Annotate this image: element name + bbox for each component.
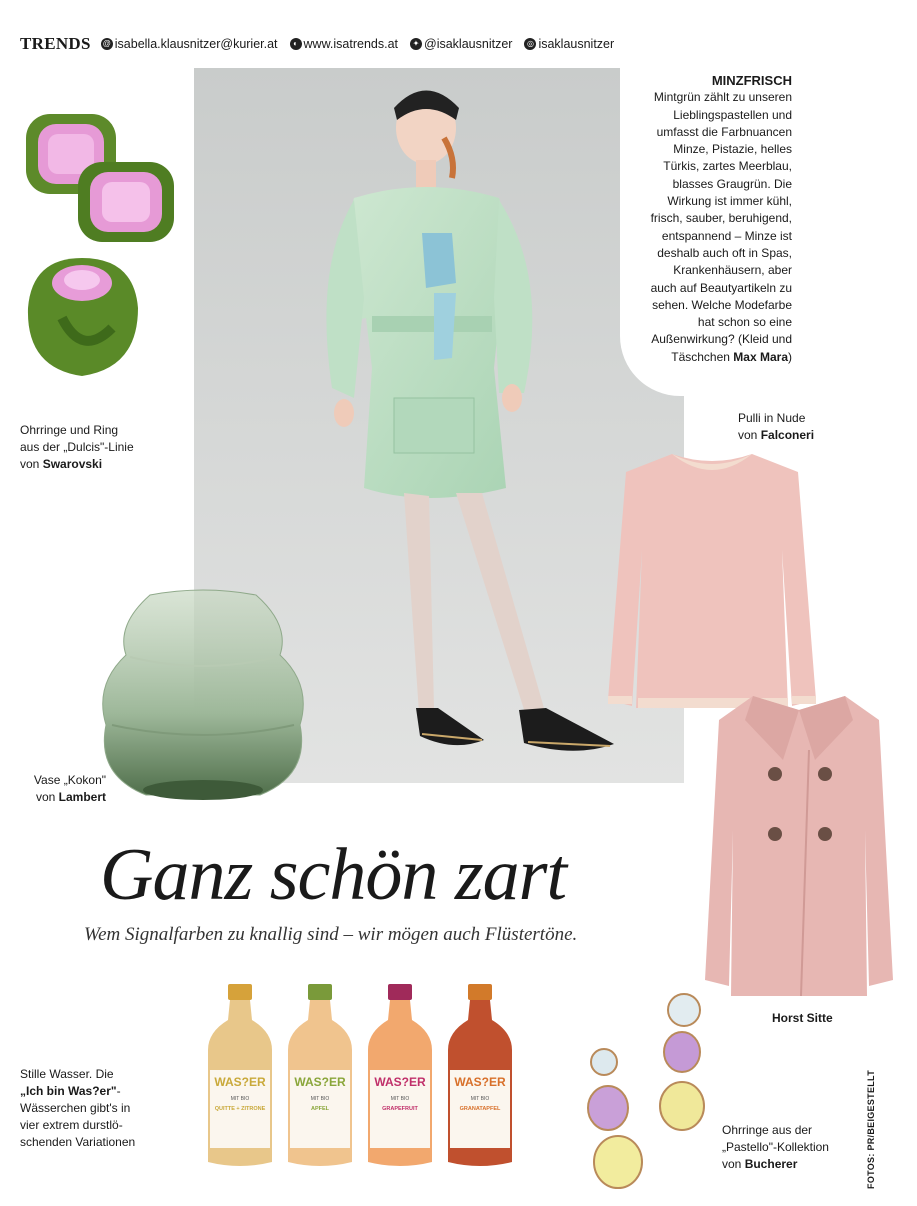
globe-icon: ◐ [290,38,302,50]
pulli-caption-prefix: von [738,428,761,442]
swarovski-jewelry-image [22,108,182,398]
bottle-2 [288,984,352,1166]
minzfrisch-line: frisch, sauber, beruhigend, [650,211,792,226]
minzfrisch-line: auch auf Beautyartikeln zu [650,280,792,295]
twitter-link[interactable]: @isaklausnitzer [424,37,513,51]
falconeri-brand: Falconeri [760,428,815,442]
pastello-caption-brand-line [722,1156,862,1173]
water-caption-line1: Stille Wasser. Die [20,1067,114,1081]
minzfrisch-line: blasses Graugrün. Die [672,176,792,191]
earring-drop-left [588,1049,642,1188]
instagram-icon: ◎ [524,38,536,50]
minzfrisch-line: umfasst die Farbnuancen [656,124,792,139]
pulli-caption [738,410,858,444]
pulli-caption-line1: Pulli in Nude [738,411,806,425]
bottle-flavor: GRAPEFRUIT [382,1106,418,1112]
swarovski-caption-line1: Ohrringe und Ring [20,423,119,437]
minzfrisch-line: sehen. Welche Modefarbe [652,297,792,312]
vase-caption [20,772,106,806]
website-link[interactable]: www.isatrends.at [303,37,399,51]
vase-image [90,585,316,805]
ring [28,258,138,376]
water-caption [20,1066,200,1151]
bucherer-brand: Bucherer [744,1157,798,1171]
bottle-logo: WAS?ER [374,1075,426,1089]
pastello-caption-line2: „Pastello"-Kollektion [722,1140,829,1154]
page-header [20,34,620,54]
vase-caption-prefix: von [35,790,59,804]
page-subheadline: Wem Signalfarben zu knallig sind – wir mögen auch Flüstertöne. [84,924,578,945]
minzfrisch-line: Lieblingspastellen und [673,107,792,122]
minzfrisch-line: Wirkung ist immer kühl, [667,194,792,209]
section-title: TRENDS [20,34,91,53]
pulli-image [602,450,822,718]
bottle-logo: WAS?ER [454,1075,506,1089]
page-headline: Ganz schön zart [100,834,567,916]
instagram-link[interactable]: isaklausnitzer [538,37,615,51]
water-caption-brand-line [20,1083,200,1100]
bottle-flavor: QUITTE + ZITRONE [214,1106,266,1112]
minzfrisch-heading: MINZFRISCH [711,73,792,88]
swarovski-caption [20,422,190,473]
minzfrisch-line: Minze, Pistazie, helles [673,142,792,157]
coat-caption: Horst Sitte [772,1011,833,1025]
swarovski-caption-line2: aus der „Dulcis"-Linie [20,440,134,454]
bottle-cap [308,984,332,1000]
minzfrisch-line: deshalb auch oft in Spas, [657,245,792,260]
instagram-contact[interactable] [524,37,614,51]
bottle-logo: WAS?ER [294,1075,346,1089]
vase-caption-line1: Vase „Kokon" [33,773,106,787]
minzfrisch-article [610,72,792,366]
bottle-sub: MIT BIO [230,1096,250,1102]
water-bottles-image [196,980,526,1172]
minzfrisch-line: Außenwirkung? (Kleid und [651,332,792,347]
earring-right [78,162,174,242]
bottle-sub: MIT BIO [470,1096,490,1102]
bottle-4 [448,984,512,1166]
bottle-logo: WAS?ER [214,1075,266,1089]
minzfrisch-last-line [610,349,792,366]
minzfrisch-last-prefix: Täschchen [671,349,734,364]
pastello-caption-line1: Ohrringe aus der [722,1123,813,1137]
bottle-cap [228,984,252,1000]
lambert-brand: Lambert [58,790,106,804]
bottle-cap [468,984,492,1000]
website-contact[interactable] [290,37,398,51]
coat-image [703,690,895,1000]
water-caption-line4: vier extrem durstlö- [20,1118,123,1132]
pastello-caption-prefix: von [722,1157,745,1171]
pulli-caption-brand-line [738,427,858,444]
swarovski-caption-brand-line [20,456,190,473]
water-caption-line3: Wässerchen gibt's in [20,1101,131,1115]
vase-caption-brand-line [20,789,106,806]
at-icon: @ [102,39,111,48]
minzfrisch-line: Krankenhäusern, aber [673,263,792,278]
earring-drop-right [660,994,704,1130]
twitter-icon: ✦ [410,38,422,50]
pastello-earrings-image [582,990,714,1200]
minzfrisch-line: Türkis, zartes Meerblau, [663,159,792,174]
bottle-sub: MIT BIO [310,1096,330,1102]
minzfrisch-line: Mintgrün zählt zu unseren [653,90,792,105]
twitter-contact[interactable] [410,37,512,51]
bottle-sub: MIT BIO [390,1096,410,1102]
minzfrisch-brand: Max Mara [733,349,788,364]
water-caption-line5: schenden Variationen [20,1135,136,1149]
bottle-flavor: APFEL [310,1106,330,1112]
photo-credit: FOTOS: PR/BEIGESTELLT [866,1070,876,1189]
swarovski-caption-prefix: von [20,457,43,471]
bottle-1 [208,984,272,1166]
water-brand: „Ich bin Was?er" [20,1084,117,1098]
minzfrisch-last-suffix: ) [788,349,792,364]
bottle-flavor: GRANATAPFEL [459,1106,501,1112]
email-link[interactable]: isabella.klausnitzer@kurier.at [114,37,278,51]
swarovski-brand: Swarovski [42,457,103,471]
bottle-cap [388,984,412,1000]
bottle-3 [368,984,432,1166]
pastello-caption [722,1122,862,1173]
minzfrisch-line: entspannend – Minze ist [661,228,792,243]
water-caption-dash: - [116,1084,121,1098]
email-contact[interactable] [101,37,278,51]
minzfrisch-line: hat schon so eine [697,315,792,330]
